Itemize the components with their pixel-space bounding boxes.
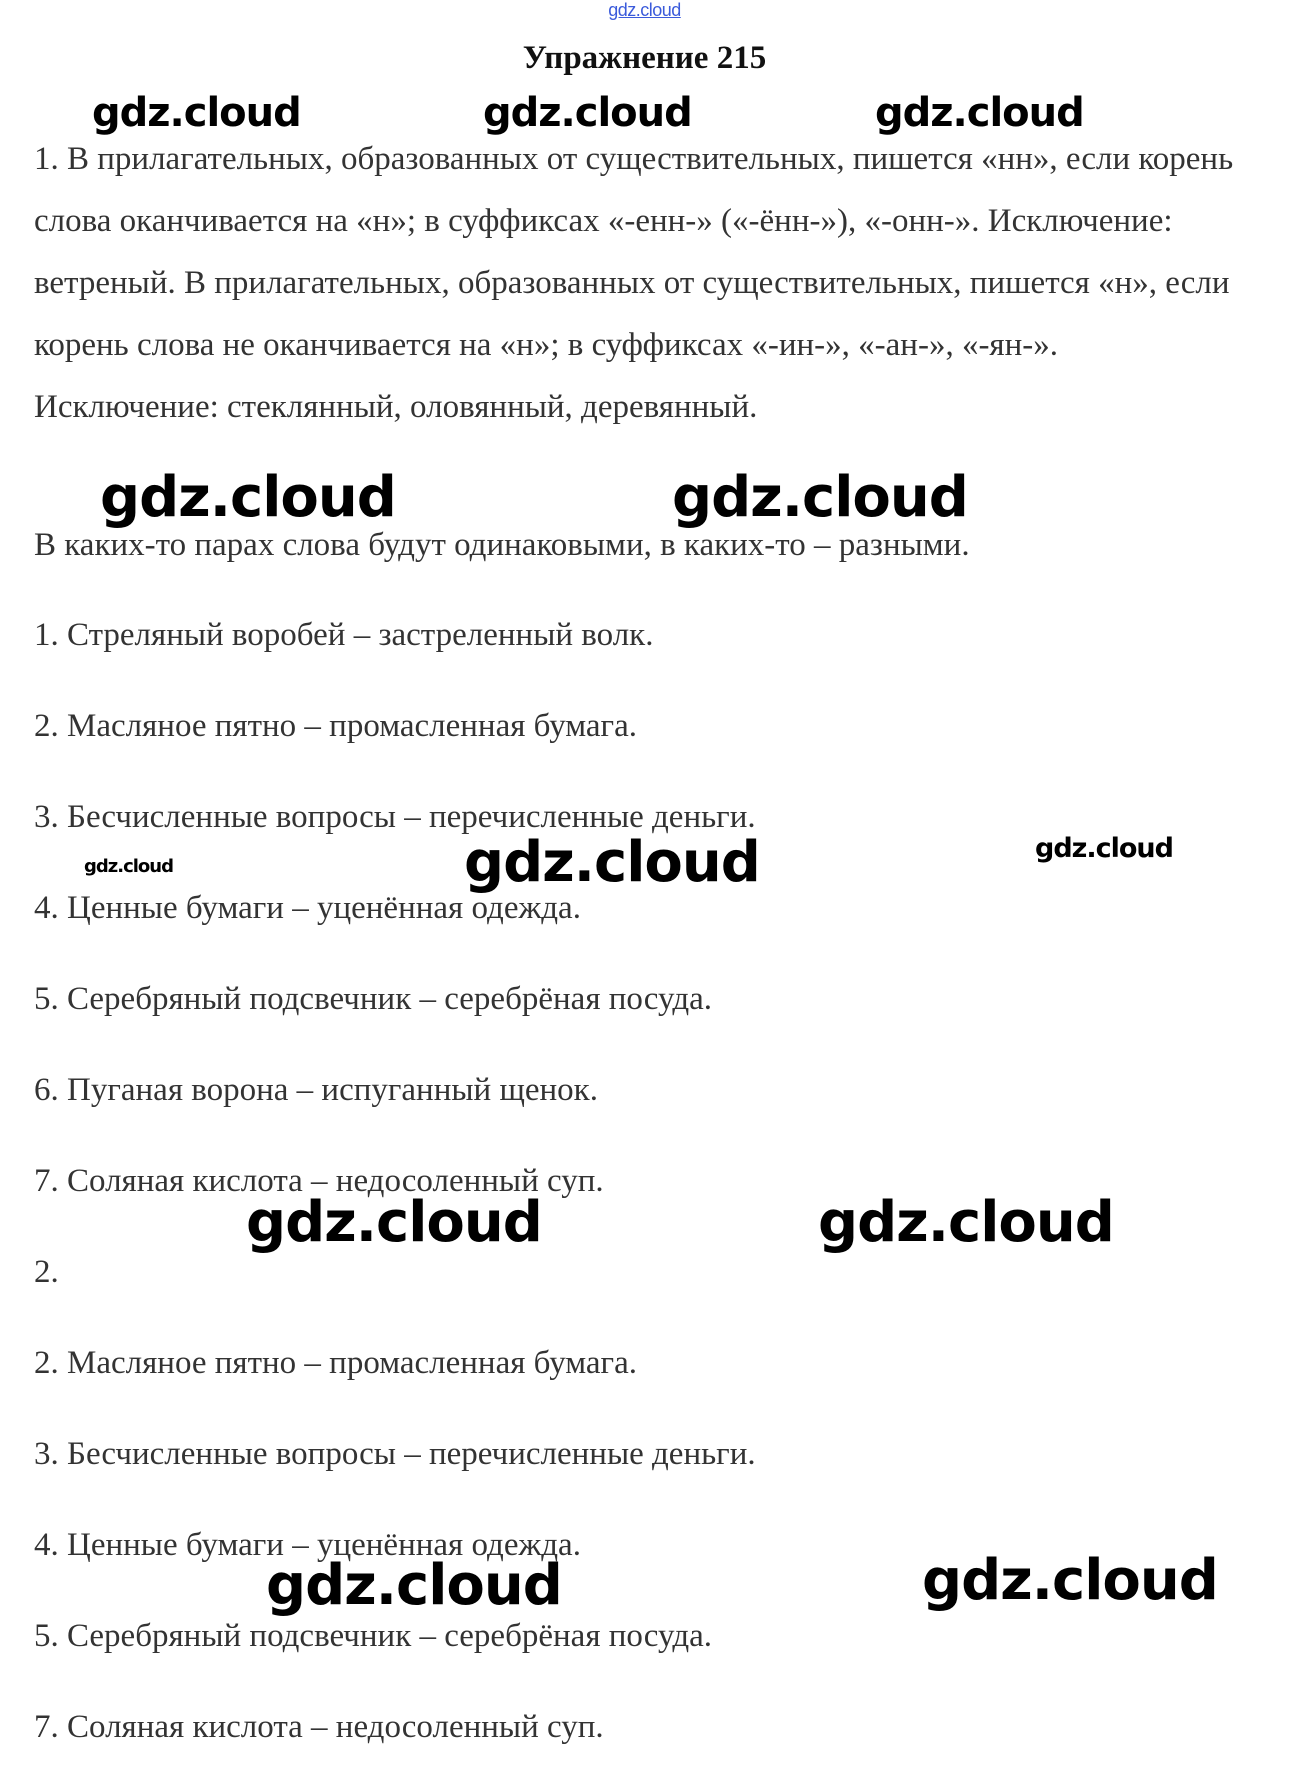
watermark: gdz.cloud bbox=[1035, 833, 1173, 864]
list-item: 7. Соляная кислота – недосоленный суп. bbox=[34, 1163, 604, 1199]
watermark: gdz.cloud bbox=[84, 856, 173, 877]
part2-label: 2. bbox=[34, 1254, 59, 1290]
watermark: gdz.cloud bbox=[922, 1548, 1218, 1613]
list-item: 3. Бесчисленные вопросы – перечисленные деньги. bbox=[34, 1436, 756, 1472]
list-item: 7. Соляная кислота – недосоленный суп. bbox=[34, 1709, 604, 1745]
watermark: gdz.cloud bbox=[92, 90, 301, 136]
list-item: 2. Масляное пятно – промасленная бумага. bbox=[34, 708, 637, 744]
rule-paragraph: 1. В прилагательных, образованных от существительных, пишется «нн», если корень слова оканчивается на «н»; в суффиксах «-енн-» («-ённ-»), «-онн-». Исключение: ветреный. В прилагательных, образованных от существительных, пишется «н», если корень слова не оканчивается на «н»; в суффиксах «-ин-», «-ан-», «-ян-». Исключение: стеклянный, оловянный, деревянный. bbox=[34, 141, 1234, 425]
list-item: 4. Ценные бумаги – уценённая одежда. bbox=[34, 890, 581, 926]
watermark: gdz.cloud bbox=[246, 1190, 542, 1255]
watermark: gdz.cloud bbox=[483, 90, 692, 136]
watermark: gdz.cloud bbox=[266, 1553, 562, 1618]
list-item: 4. Ценные бумаги – уценённая одежда. bbox=[34, 1527, 581, 1563]
watermark: gdz.cloud bbox=[100, 465, 396, 530]
list-item: 2. Масляное пятно – промасленная бумага. bbox=[34, 1345, 637, 1381]
list-item: 6. Пуганая ворона – испуганный щенок. bbox=[34, 1072, 598, 1108]
list-item: 3. Бесчисленные вопросы – перечисленные деньги. bbox=[34, 799, 756, 835]
top-watermark: gdz.cloud bbox=[608, 0, 681, 20]
page-title: Упражнение 215 bbox=[522, 40, 767, 76]
list-item: 1. Стреляный воробей – застреленный волк. bbox=[34, 617, 654, 653]
list-item: 5. Серебряный подсвечник – серебрёная посуда. bbox=[34, 1618, 713, 1654]
watermark: gdz.cloud bbox=[464, 830, 760, 895]
watermark: gdz.cloud bbox=[818, 1190, 1114, 1255]
intro-text: В каких-то парах слова будут одинаковыми, в каких-то – разными. bbox=[34, 527, 970, 563]
watermark: gdz.cloud bbox=[875, 90, 1084, 136]
watermark: gdz.cloud bbox=[672, 465, 968, 530]
list-item: 5. Серебряный подсвечник – серебрёная посуда. bbox=[34, 981, 713, 1017]
